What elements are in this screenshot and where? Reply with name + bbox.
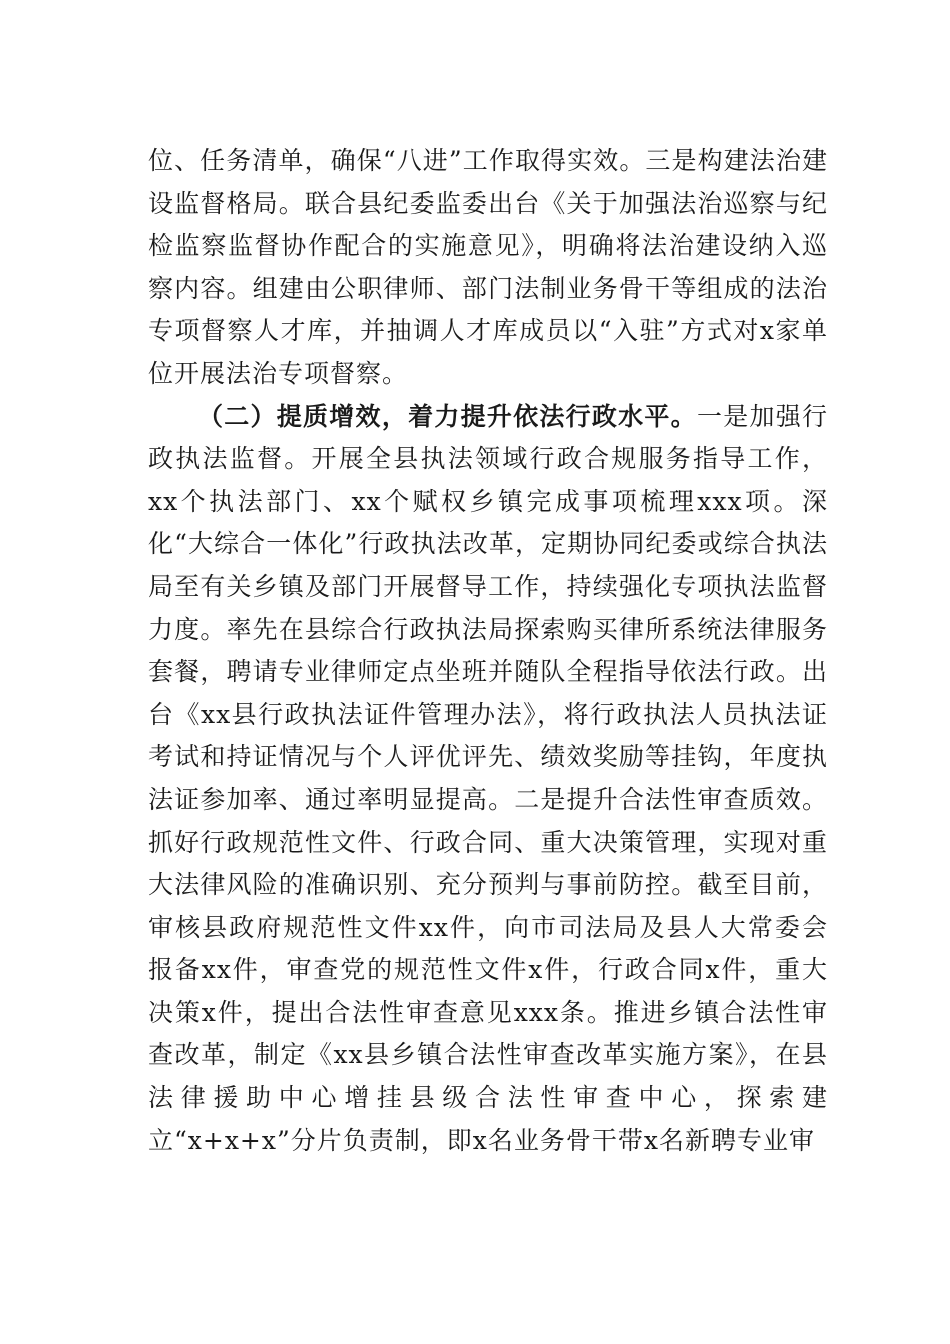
paragraph-section-two: [148, 396, 828, 1163]
paragraph-text: 位、任务清单，确保“八进”工作取得实效。三是构建法治建设监督格局。联合县纪委监委出台《关于加强法治巡察与纪检监察监督协作配合的实施意见》，明确将法治建设纳入巡察内容。组建由公职律师、部门法制业务骨干等组成的法治专项督察人才库，并抽调人才库成员以“入驻”方式对x家单位开展法治专项督察。: [148, 146, 828, 388]
document-body: [148, 140, 828, 1162]
paragraph-text: 一是加强行政执法监督。开展全县执法领域行政合规服务指导工作，xx个执法部门、xx个赋权乡镇完成事项梳理xxx项。深化“大综合一体化”行政执法改革，定期协同纪委或综合执法局至有关乡镇及部门开展督导工作，持续强化专项执法监督力度。率先在县综合行政执法局探索购买律所系统法律服务套餐，聘请专业律师定点坐班并随队全程指导依法行政。出台《xx县行政执法证件管理办法》，将行政执法人员执法证考试和持证情况与个人评优评先、绩效奖励等挂钩，年度执法证参加率、通过率明显提高。二是提升合法性审查质效。抓好行政规范性文件、行政合同、重大决策管理，实现对重大法律风险的准确识别、充分预判与事前防控。截至目前，审核县政府规范性文件xx件，向市司法局及县人大常委会报备xx件，审查党的规范性文件x件，行政合同x件，重大决策x件，提出合法性审查意见xxx条。推进乡镇合法性审查改革，制定《xx县乡镇合法性审查改革实施方案》，在县法律援助中心增挂县级合法性审查中心，探索建立“x+x+x”分片负责制，即x名业务骨干带x名新聘专业审: [148, 401, 828, 1155]
paragraph-continuation: [148, 140, 828, 396]
section-heading: （二）提质增效，着力提升依法行政水平。: [198, 401, 697, 431]
